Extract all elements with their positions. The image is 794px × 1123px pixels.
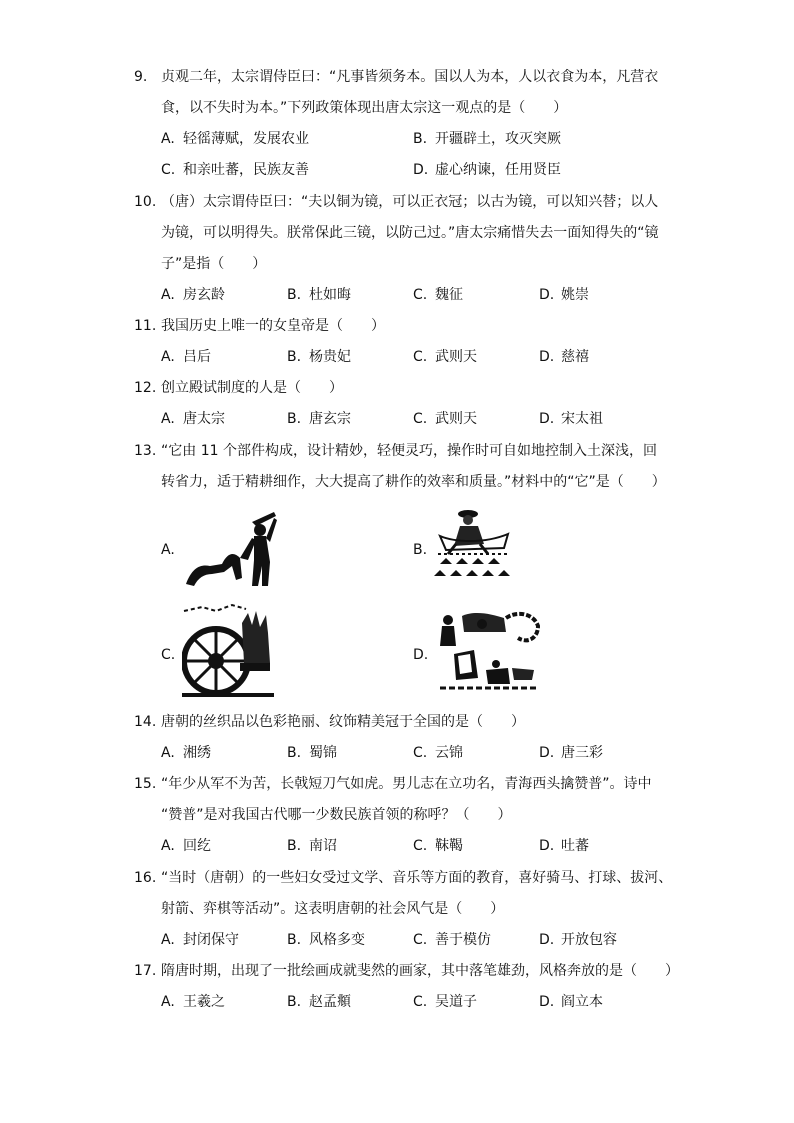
option-c[interactable]: C. 武则天 [413,349,477,365]
option-d[interactable]: D. 吐蕃 [539,838,589,854]
option-c[interactable]: C. 云锦 [413,745,463,761]
option-d-image-scene[interactable] [434,606,542,696]
question-number: 13. [134,443,157,459]
option-c[interactable]: C. 靺鞨 [413,838,463,854]
question-text: 转省力，适于精耕细作，大大提高了耕作的效率和质量。”材料中的“它”是（ ） [161,474,666,490]
option-a[interactable]: A. [161,542,175,558]
option-d[interactable]: D. 开放包容 [539,932,617,948]
option-d[interactable]: D. [413,647,429,663]
option-a[interactable]: A. 回纥 [161,838,211,854]
question-number: 15. [134,776,157,792]
option-a[interactable]: A. 唐太宗 [161,411,225,427]
option-d[interactable]: D. 虚心纳谏，任用贤臣 [413,162,561,178]
question-text: 我国历史上唯一的女皇帝是（ ） [161,318,385,334]
option-c[interactable]: C. 魏征 [413,287,463,303]
question-number: 11. [134,318,157,334]
option-d[interactable]: D. 慈禧 [539,349,589,365]
question-number: 12. [134,380,157,396]
question-text: 唐朝的丝织品以色彩艳丽、纹饰精美冠于全国的是（ ） [161,714,525,730]
question-text: （唐）太宗谓侍臣曰：“夫以铜为镜，可以正衣冠；以古为镜，可以知兴替；以人 [161,194,659,210]
option-a[interactable]: A. 吕后 [161,349,211,365]
question-text: 射箭、弈棋等活动”。这表明唐朝的社会风气是（ ） [161,901,505,917]
question-text: 创立殿试制度的人是（ ） [161,380,343,396]
option-a[interactable]: A. 房玄龄 [161,287,225,303]
option-a[interactable]: A. 轻徭薄赋，发展农业 [161,131,309,147]
question-number: 16. [134,870,157,886]
question-number: 14. [134,714,157,730]
question-text: 食，以不失时为本。”下列政策体现出唐太宗这一观点的是（ ） [161,100,568,116]
question-number: 9. [134,69,148,85]
option-c[interactable]: C. 善于模仿 [413,932,491,948]
option-b[interactable]: B. 蜀锦 [287,745,337,761]
option-b[interactable]: B. 杨贵妃 [287,349,351,365]
option-c[interactable]: C. 和亲吐蕃，民族友善 [161,162,309,178]
option-c[interactable]: C. [161,647,176,663]
question-text: “年少从军不为苦，长戟短刀气如虎。男儿志在立功名，青海西头擒赞普”。诗中 [161,776,652,792]
option-b[interactable]: B. 杜如晦 [287,287,351,303]
option-b[interactable]: B. 唐玄宗 [287,411,351,427]
option-b[interactable]: B. 赵孟頫 [287,994,351,1010]
option-d[interactable]: D. 唐三彩 [539,745,603,761]
option-a[interactable]: A. 封闭保守 [161,932,239,948]
option-c[interactable]: C. 吴道子 [413,994,477,1010]
question-text: 隋唐时期，出现了一批绘画成就斐然的画家，其中落笔雄劲，风格奔放的是（ ） [161,963,679,979]
option-c-image-waterwheel[interactable] [182,603,274,699]
question-number: 10. [134,194,157,210]
option-b-image-farmer[interactable] [434,506,514,586]
option-d[interactable]: D. 宋太祖 [539,411,603,427]
question-text: “它由 11 个部件构成，设计精妙，轻便灵巧，操作时可自如地控制入土深浅，回 [161,443,657,459]
option-b[interactable]: B. 风格多变 [287,932,365,948]
option-a[interactable]: A. 王羲之 [161,994,225,1010]
question-text: “当时（唐朝）的一些妇女受过文学、音乐等方面的教育，喜好骑马、打球、拔河、 [161,870,673,886]
question-text: “赞普”是对我国古代哪一少数民族首领的称呼？（ ） [161,807,512,823]
question-text: 子”是指（ ） [161,256,267,272]
option-c[interactable]: C. 武则天 [413,411,477,427]
option-a[interactable]: A. 湘绣 [161,745,211,761]
option-b[interactable]: B. 开疆辟土，攻灭突厥 [413,131,561,147]
question-number: 17. [134,963,157,979]
option-d[interactable]: D. 阎立本 [539,994,603,1010]
option-b[interactable]: B. [413,542,428,558]
option-a-image-plough[interactable] [182,508,277,590]
question-text: 为镜，可以明得失。朕常保此三镜，以防己过。”唐太宗痛惜失去一面知得失的“镜 [161,225,659,241]
question-text: 贞观二年，太宗谓侍臣曰：“凡事皆须务本。国以人为本，人以衣食为本，凡营衣 [161,69,659,85]
option-d[interactable]: D. 姚崇 [539,287,589,303]
option-b[interactable]: B. 南诏 [287,838,337,854]
